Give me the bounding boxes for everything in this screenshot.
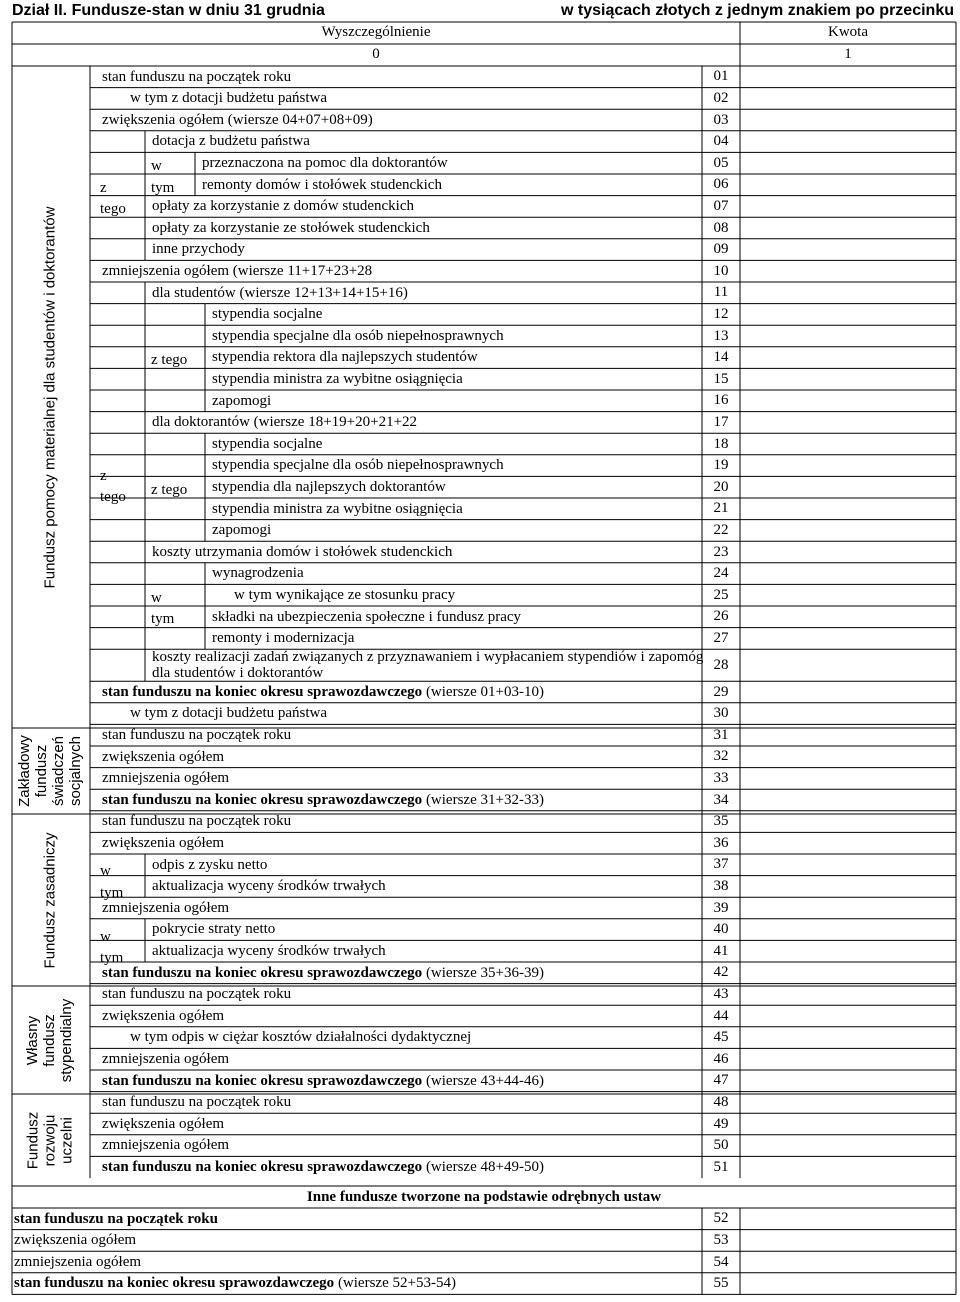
- row-35-number: 35: [713, 813, 729, 830]
- row-19-amount-cell[interactable]: [741, 456, 955, 476]
- row-50-number: 50: [713, 1137, 729, 1154]
- row-45-amount-cell[interactable]: [741, 1028, 955, 1048]
- row-48-amount-cell[interactable]: [741, 1093, 955, 1113]
- row-54-number: 54: [713, 1253, 729, 1270]
- group-label-z-tego-doctoral: z tego: [151, 482, 188, 498]
- row-44-amount-cell[interactable]: [741, 1006, 955, 1026]
- group-label-tego: tego: [100, 201, 126, 217]
- row-26-number: 26: [713, 608, 729, 625]
- row-46-amount-cell[interactable]: [741, 1049, 955, 1069]
- row-34-amount-cell[interactable]: [741, 790, 955, 810]
- row-04-label: dotacja z budżetu państwa: [152, 133, 310, 150]
- row-49-amount-cell[interactable]: [741, 1114, 955, 1134]
- row-03-amount-cell[interactable]: [741, 110, 955, 130]
- row-53-number: 53: [713, 1231, 729, 1248]
- row-18-amount-cell[interactable]: [741, 434, 955, 454]
- row-16-amount-cell[interactable]: [741, 391, 955, 411]
- row-28-label: koszty realizacji zadań związanych z przyznawaniem i wypłacaniem stypendiów i zapomóg dla studentów i doktorantów: [152, 649, 704, 682]
- row-48-label: stan funduszu na początek roku: [102, 1094, 292, 1111]
- row-32-number: 32: [713, 748, 729, 765]
- row-06-number: 06: [713, 176, 729, 193]
- row-47-amount-cell[interactable]: [741, 1071, 955, 1091]
- group-label-w-3: w: [100, 863, 111, 879]
- row-12-amount-cell[interactable]: [741, 305, 955, 325]
- row-10-amount-cell[interactable]: [741, 261, 955, 281]
- row-11-amount-cell[interactable]: [741, 283, 955, 303]
- row-28-amount-cell[interactable]: [741, 650, 955, 680]
- row-04-number: 04: [713, 133, 729, 150]
- row-15-amount-cell[interactable]: [741, 369, 955, 389]
- row-14-amount-cell[interactable]: [741, 348, 955, 368]
- row-11-number: 11: [713, 284, 729, 301]
- units-note: w tysiącach złotych z jednym znakiem po przecinku: [560, 2, 954, 19]
- row-41-label: aktualizacja wyceny środków trwałych: [152, 942, 386, 959]
- row-50-label: zmniejszenia ogółem: [102, 1137, 230, 1154]
- row-27-label: remonty i modernizacja: [212, 630, 355, 647]
- row-09-label: inne przychody: [152, 241, 245, 258]
- row-33-number: 33: [713, 769, 729, 786]
- row-55-number: 55: [713, 1275, 729, 1292]
- row-54-amount-cell[interactable]: [741, 1252, 955, 1272]
- row-52-label: stan funduszu na początek roku: [14, 1210, 218, 1227]
- row-03-number: 03: [713, 111, 729, 128]
- row-29-label: stan funduszu na koniec okresu sprawozdawczego (wiersze 01+03-10): [102, 683, 544, 700]
- row-42-number: 42: [713, 964, 729, 981]
- group-label-z: z: [100, 180, 107, 196]
- row-46-number: 46: [713, 1050, 729, 1067]
- row-13-label: stypendia specjalne dla osób niepełnosprawnych: [212, 327, 504, 344]
- row-13-number: 13: [713, 327, 729, 344]
- column-index-amount: 1: [844, 46, 852, 62]
- row-55-amount-cell[interactable]: [741, 1274, 955, 1294]
- row-09-number: 09: [713, 241, 729, 258]
- row-37-label: odpis z zysku netto: [152, 856, 268, 873]
- row-37-amount-cell[interactable]: [741, 855, 955, 875]
- row-15-number: 15: [713, 370, 729, 387]
- row-14-number: 14: [713, 349, 729, 366]
- row-45-number: 45: [713, 1029, 729, 1046]
- row-18-number: 18: [713, 435, 729, 452]
- row-13-amount-cell[interactable]: [741, 326, 955, 346]
- row-36-amount-cell[interactable]: [741, 833, 955, 853]
- row-01-amount-cell[interactable]: [741, 67, 955, 87]
- row-23-label: koszty utrzymania domów i stołówek studenckich: [152, 543, 453, 560]
- row-22-amount-cell[interactable]: [741, 521, 955, 541]
- row-07-amount-cell[interactable]: [741, 197, 955, 217]
- row-25-amount-cell[interactable]: [741, 585, 955, 605]
- row-49-number: 49: [713, 1115, 729, 1132]
- row-08-amount-cell[interactable]: [741, 218, 955, 238]
- row-44-number: 44: [713, 1007, 729, 1024]
- row-11-label: dla studentów (wiersze 12+13+14+15+16): [152, 284, 408, 301]
- row-33-amount-cell[interactable]: [741, 769, 955, 789]
- row-46-label: zmniejszenia ogółem: [102, 1050, 230, 1067]
- group-label-tego-2: tego: [100, 489, 126, 505]
- row-21-number: 21: [713, 500, 729, 517]
- row-35-amount-cell[interactable]: [741, 812, 955, 832]
- row-12-label: stypendia socjalne: [212, 306, 323, 323]
- row-28-number: 28: [713, 656, 729, 673]
- row-41-amount-cell[interactable]: [741, 941, 955, 961]
- row-54-label: zmniejszenia ogółem: [14, 1253, 142, 1270]
- group-label-w-4: w: [100, 929, 111, 945]
- section-label-own-scholarship-fund: Własny fundusz stypendialny: [24, 998, 76, 1082]
- row-39-number: 39: [713, 899, 729, 916]
- row-31-label: stan funduszu na początek roku: [102, 726, 292, 743]
- other-funds-title: Inne fundusze tworzone na podstawie odrębnych ustaw: [306, 1189, 662, 1205]
- row-20-amount-cell[interactable]: [741, 477, 955, 497]
- row-53-label: zwiększenia ogółem: [14, 1232, 137, 1249]
- row-31-amount-cell[interactable]: [741, 725, 955, 745]
- group-label-tym-2: tym: [151, 611, 175, 627]
- row-10-number: 10: [713, 262, 729, 279]
- row-48-number: 48: [713, 1093, 729, 1110]
- section-label-development-fund: Fundusz rozwoju uczelni: [24, 1111, 76, 1169]
- row-31-number: 31: [713, 726, 729, 743]
- row-08-label: opłaty za korzystanie ze stołówek studenckich: [152, 219, 430, 236]
- row-23-amount-cell[interactable]: [741, 542, 955, 562]
- row-26-amount-cell[interactable]: [741, 607, 955, 627]
- row-06-label: remonty domów i stołówek studenckich: [202, 176, 442, 193]
- row-24-number: 24: [713, 565, 729, 582]
- row-41-number: 41: [713, 942, 729, 959]
- row-10-label: zmniejszenia ogółem (wiersze 11+17+23+28: [102, 262, 373, 279]
- row-19-label: stypendia specjalne dla osób niepełnosprawnych: [212, 457, 504, 474]
- row-06-amount-cell[interactable]: [741, 175, 955, 195]
- row-22-label: zapomogi: [212, 522, 272, 539]
- row-27-number: 27: [713, 629, 729, 646]
- row-35-label: stan funduszu na początek roku: [102, 813, 292, 830]
- row-21-amount-cell[interactable]: [741, 499, 955, 519]
- row-18-label: stypendia socjalne: [212, 435, 323, 452]
- row-42-amount-cell[interactable]: [741, 963, 955, 983]
- row-49-label: zwiększenia ogółem: [102, 1115, 225, 1132]
- row-08-number: 08: [713, 219, 729, 236]
- group-label-tym-3: tym: [100, 885, 124, 901]
- row-51-label: stan funduszu na koniec okresu sprawozdawczego (wiersze 48+49-50): [102, 1158, 544, 1175]
- row-20-number: 20: [713, 478, 729, 495]
- row-36-label: zwiększenia ogółem: [102, 834, 225, 851]
- row-30-amount-cell[interactable]: [741, 704, 955, 724]
- section-label-student-aid-fund: Fundusz pomocy materialnej dla studentów i doktorantów: [41, 206, 59, 588]
- row-09-amount-cell[interactable]: [741, 240, 955, 260]
- row-22-number: 22: [713, 521, 729, 538]
- row-25-label: w tym wynikające ze stosunku pracy: [234, 586, 456, 603]
- row-25-number: 25: [713, 586, 729, 603]
- row-01-label: stan funduszu na początek roku: [102, 68, 292, 85]
- row-43-amount-cell[interactable]: [741, 985, 955, 1005]
- row-36-number: 36: [713, 834, 729, 851]
- row-34-label: stan funduszu na koniec okresu sprawozdawczego (wiersze 31+32-33): [102, 791, 544, 808]
- row-39-label: zmniejszenia ogółem: [102, 899, 230, 916]
- group-label-tym-4: tym: [100, 950, 124, 966]
- row-51-number: 51: [713, 1158, 729, 1175]
- row-29-number: 29: [713, 683, 729, 700]
- row-42-label: stan funduszu na koniec okresu sprawozdawczego (wiersze 35+36-39): [102, 964, 544, 981]
- row-52-amount-cell[interactable]: [741, 1209, 955, 1229]
- row-37-number: 37: [713, 856, 729, 873]
- row-01-number: 01: [713, 68, 729, 85]
- row-26-label: składki na ubezpieczenia społeczne i fundusz pracy: [212, 608, 522, 625]
- row-19-number: 19: [713, 457, 729, 474]
- section-label-social-benefits-fund: Zakładowy fundusz świadczeń socjalnych: [16, 735, 84, 807]
- row-24-amount-cell[interactable]: [741, 564, 955, 584]
- row-38-label: aktualizacja wyceny środków trwałych: [152, 878, 386, 895]
- row-51-amount-cell[interactable]: [741, 1157, 955, 1177]
- group-label-tym: tym: [151, 180, 175, 196]
- row-02-label: w tym z dotacji budżetu państwa: [130, 90, 328, 107]
- row-07-label: opłaty za korzystanie z domów studenckich: [152, 198, 415, 215]
- row-07-number: 07: [713, 197, 729, 214]
- column-header-amount: Kwota: [828, 24, 868, 40]
- row-17-number: 17: [713, 413, 729, 430]
- row-29-amount-cell[interactable]: [741, 682, 955, 702]
- row-47-label: stan funduszu na koniec okresu sprawozdawczego (wiersze 43+44-46): [102, 1072, 544, 1089]
- row-47-number: 47: [713, 1072, 729, 1089]
- row-17-amount-cell[interactable]: [741, 413, 955, 433]
- row-23-number: 23: [713, 543, 729, 560]
- row-34-number: 34: [713, 791, 729, 808]
- row-43-number: 43: [713, 985, 729, 1002]
- row-24-label: wynagrodzenia: [212, 565, 304, 582]
- row-05-label: przeznaczona na pomoc dla doktorantów: [202, 154, 448, 171]
- row-40-label: pokrycie straty netto: [152, 921, 276, 938]
- group-label-z-2: z: [100, 468, 107, 484]
- row-32-label: zwiększenia ogółem: [102, 748, 225, 765]
- section-label-core-fund: Fundusz zasadniczy: [41, 832, 59, 968]
- group-label-w-2: w: [151, 590, 162, 606]
- row-53-amount-cell[interactable]: [741, 1231, 955, 1251]
- row-27-amount-cell[interactable]: [741, 629, 955, 649]
- row-44-label: zwiększenia ogółem: [102, 1007, 225, 1024]
- group-label-w: w: [151, 158, 162, 174]
- row-30-number: 30: [713, 705, 729, 722]
- row-38-number: 38: [713, 877, 729, 894]
- row-14-label: stypendia rektora dla najlepszych studentów: [212, 349, 478, 366]
- row-17-label: dla doktorantów (wiersze 18+19+20+21+22: [152, 414, 418, 431]
- column-index-description: 0: [372, 46, 380, 62]
- row-45-label: w tym odpis w ciężar kosztów działalności dydaktycznej: [130, 1029, 472, 1046]
- row-15-label: stypendia ministra za wybitne osiągnięcia: [212, 370, 463, 387]
- row-32-amount-cell[interactable]: [741, 747, 955, 767]
- row-16-label: zapomogi: [212, 392, 272, 409]
- row-02-amount-cell[interactable]: [741, 89, 955, 109]
- row-21-label: stypendia ministra za wybitne osiągnięcia: [212, 500, 463, 517]
- row-20-label: stypendia dla najlepszych doktorantów: [212, 478, 446, 495]
- row-55-label: stan funduszu na koniec okresu sprawozdawczego (wiersze 52+53-54): [14, 1275, 456, 1292]
- page-title: Dział II. Fundusze-stan w dniu 31 grudnia: [12, 2, 325, 19]
- row-03-label: zwiększenia ogółem (wiersze 04+07+08+09): [102, 111, 373, 128]
- row-50-amount-cell[interactable]: [741, 1136, 955, 1156]
- row-04-amount-cell[interactable]: [741, 132, 955, 152]
- row-05-number: 05: [713, 154, 729, 171]
- row-16-number: 16: [713, 392, 729, 409]
- row-33-label: zmniejszenia ogółem: [102, 770, 230, 787]
- row-40-amount-cell[interactable]: [741, 920, 955, 940]
- row-02-number: 02: [713, 89, 729, 106]
- row-30-label: w tym z dotacji budżetu państwa: [130, 705, 328, 722]
- group-label-z-tego-students: z tego: [151, 352, 188, 368]
- row-39-amount-cell[interactable]: [741, 898, 955, 918]
- row-52-number: 52: [713, 1210, 729, 1227]
- row-05-amount-cell[interactable]: [741, 153, 955, 173]
- row-38-amount-cell[interactable]: [741, 877, 955, 897]
- row-43-label: stan funduszu na początek roku: [102, 986, 292, 1003]
- column-header-description: Wyszczególnienie: [321, 24, 431, 40]
- row-12-number: 12: [713, 305, 729, 322]
- row-40-number: 40: [713, 921, 729, 938]
